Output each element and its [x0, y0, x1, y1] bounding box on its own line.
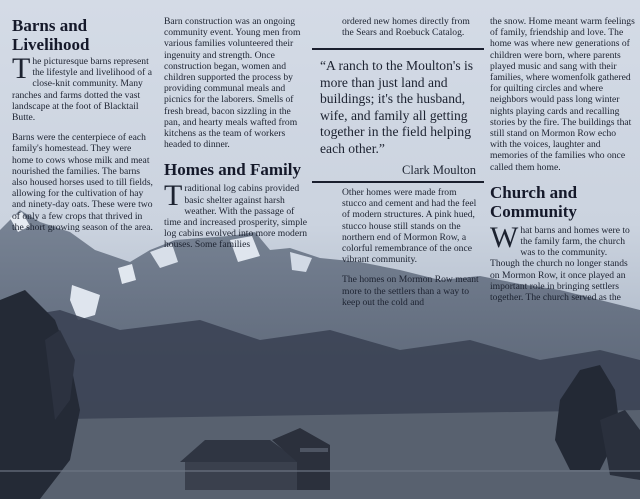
column-construction-homes — [164, 16, 309, 251]
heading-church-community: Church and Community — [490, 182, 578, 221]
paragraph-text: hat barns and homes were to the family farm, the church was to the community. Though the church no longer stands on Mormon Row, it once played an important role in bringing settlers together. The church served as the — [490, 224, 630, 304]
paragraph-log-cabins — [164, 179, 309, 251]
paragraph-stucco-homes: Other homes were made from stucco and cement and had the feel of modern structures. A pink hued, stucco house still stands on the northern end of Mormon Row, a colorful remembrance of the once vibrant community. — [342, 187, 477, 266]
paragraph-text: raditional log cabins provided basic shelter against harsh weather. With the passage of time and increased prosperity, simple log cabins evolved into more modern houses. Some families — [164, 183, 308, 251]
paragraph-sears-catalog: ordered new homes directly from the Sears and Roebuck Catalog. — [342, 16, 470, 39]
column-other-homes — [342, 187, 482, 308]
drop-cap: W — [490, 220, 519, 254]
paragraph-barn-construction: Barn construction was an ongoing community event. Young men from various families volunteered their ingenuity and strength. Once construction began, women and children supported the process by providing communal meals and picnics for the laborers. Smells of fresh bread, bacon sizzling in the pan, and hearty meals wafted from kitchens as the team of workers headed to dinner. — [164, 16, 301, 151]
paragraph-text: he picturesque barns represent the lifestyle and livelihood of a close-knit community. Many ranches and farms dotted the vast landscape at the foot of Blacktail Butte. — [12, 56, 152, 124]
drop-cap: T — [164, 179, 183, 213]
drop-cap: T — [12, 52, 31, 85]
column-barns — [12, 16, 154, 233]
paragraph-barns-centerpiece: Barns were the centerpiece of each family's homestead. They were home to cows whose milk and meat nourished the families. The barns also housed horses used to till fields, allowing for the cultivation of hay and ninety-day oats. These were two of only a few crops that thrived in the short growing season of the area. — [12, 132, 153, 233]
heading-homes-family: Homes and Family — [164, 160, 301, 180]
quote-top-rule — [312, 48, 484, 50]
paragraph-mormon-row-homes: The homes on Mormon Row meant more to the settlers than a way to keep out the cold and — [342, 274, 479, 308]
paragraph-church — [490, 220, 635, 304]
quote-bottom-rule — [312, 181, 484, 183]
paragraph-barns-intro — [12, 52, 154, 124]
column-home-church — [490, 16, 635, 303]
heading-barns-livelihood: Barns and Livelihood — [12, 16, 90, 54]
quote-author: Clark Moulton — [402, 163, 476, 177]
paragraph-home-meaning: the snow. Home meant warm feelings of family, friendship and love. The home was where new generations of children were born, where parents played music and sang with their families, where womenfolk gathered for quilting circles and where neighbors would pass long winter nights playing cards and recalling stories by the fire. The buildings that still stand on Mormon Row echo with the voices, laughter and memories of the families who once called them home. — [490, 16, 635, 173]
column-quote — [312, 16, 484, 38]
pull-quote: “A ranch to the Moulton's is more than just land and buildings; it's the husband, wife, and family all getting together in the field helping each other.” — [320, 58, 474, 156]
